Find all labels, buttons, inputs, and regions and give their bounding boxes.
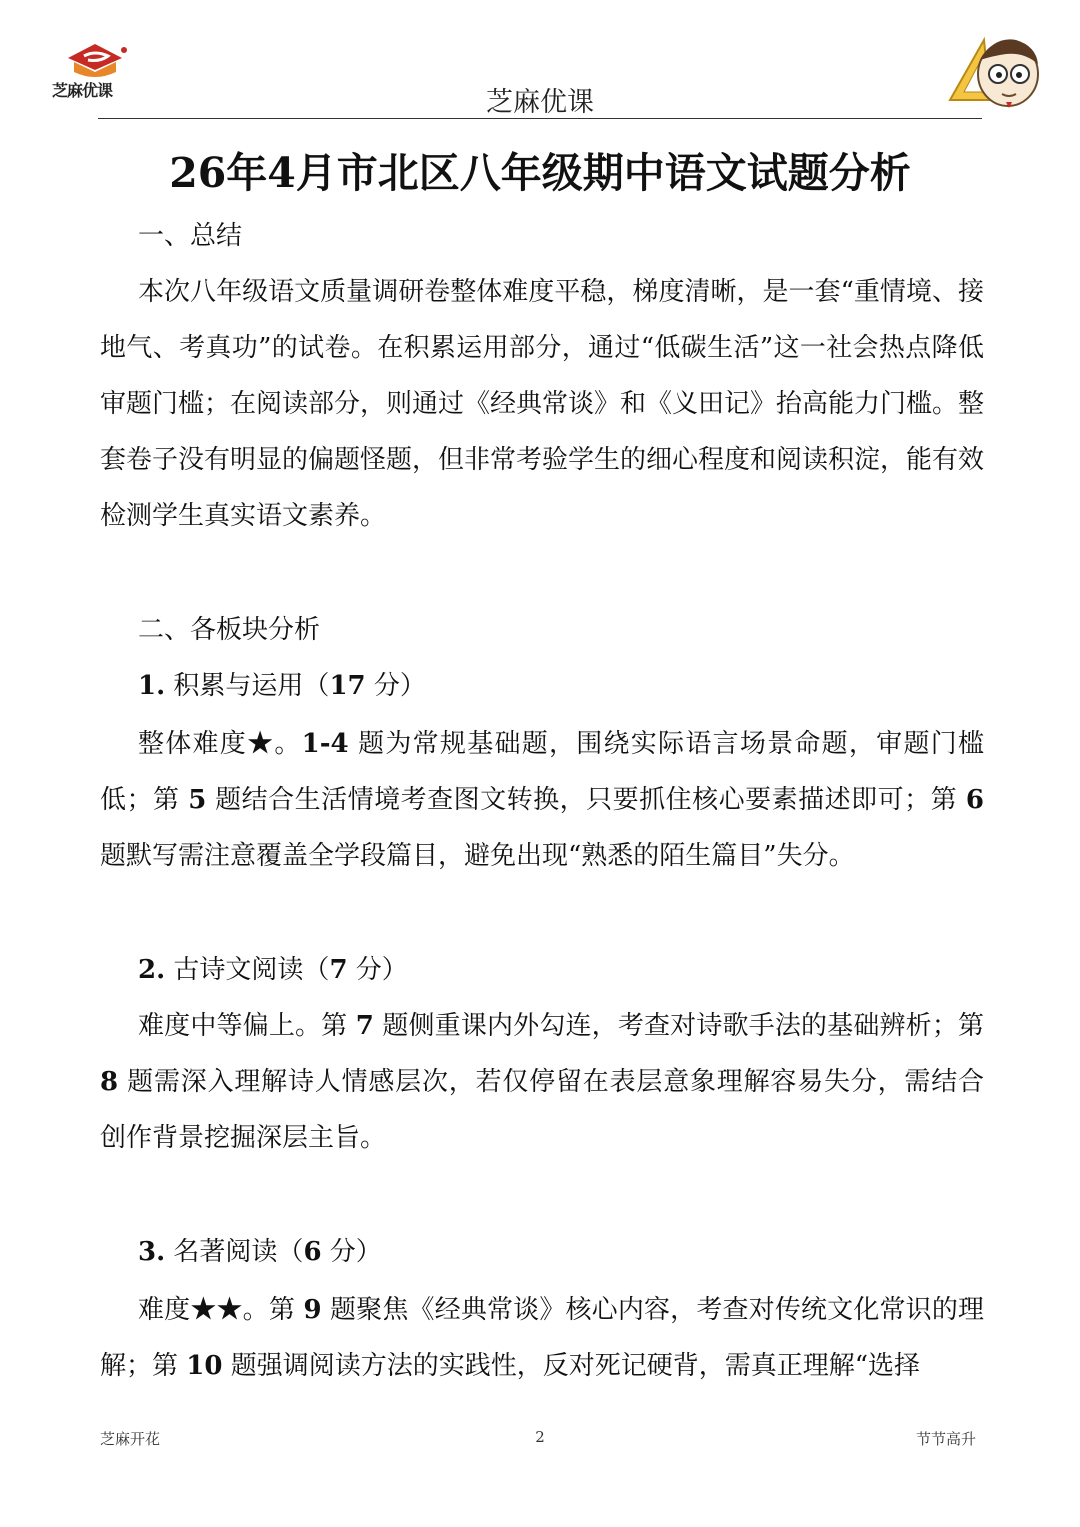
header-title: 芝麻优课 [486,87,594,118]
mascot-icon [944,30,1044,110]
section-heading-summary: 一、总结 [138,221,243,251]
subsection-heading-accumulation: 1. 积累与运用（17 分） [138,671,426,701]
document-title: 26年4月市北区八年级期中语文试题分析 [169,149,911,197]
logo-text: 芝麻优课 [52,81,113,100]
subsection-heading-classics: 3. 名著阅读（6 分） [138,1237,382,1267]
classics-paragraph: 难度★★。第 9 题聚焦《经典常谈》核心内容，考查对传统文化常识的理解；第 10 题强调阅读方法的实践性，反对死记硬背，需真正理解“选择 [100,1295,984,1381]
footer-right-text: 节节高升 [916,1430,977,1448]
accumulation-paragraph: 整体难度★。1-4 题为常规基础题，围绕实际语言场景命题，审题门槛低；第 5 题结合生活情境考查图文转换，只要抓住核心要素描述即可；第 6题默写需注意覆盖全学段篇目，避免出现“熟悉的陌生篇目”失分。 [100,729,984,871]
subsection-heading-classical: 2. 古诗文阅读（7 分） [138,955,408,985]
header-divider [98,118,982,119]
section-heading-analysis: 二、各板块分析 [138,615,321,645]
classical-paragraph: 难度中等偏上。第 7 题侧重课内外勾连，考查对诗歌手法的基础辨析；第8 题需深入理解诗人情感层次，若仅停留在表层意象理解容易失分，需结合创作背景挖掘深层主旨。 [100,1011,984,1153]
footer-left-text: 芝麻开花 [100,1430,161,1448]
page-number: 2 [535,1428,545,1446]
summary-paragraph: 本次八年级语文质量调研卷整体难度平稳，梯度清晰，是一套“重情境、接地气、考真功”的试卷。在积累运用部分，通过“低碳生活”这一社会热点降低审题门槛；在阅读部分，则通过《经典常谈》和《义田记》抬高能力门槛。整套卷子没有明显的偏题怪题，但非常考验学生的细心程度和阅读积淀，能有效检测学生真实语文素养。 [100,277,985,531]
